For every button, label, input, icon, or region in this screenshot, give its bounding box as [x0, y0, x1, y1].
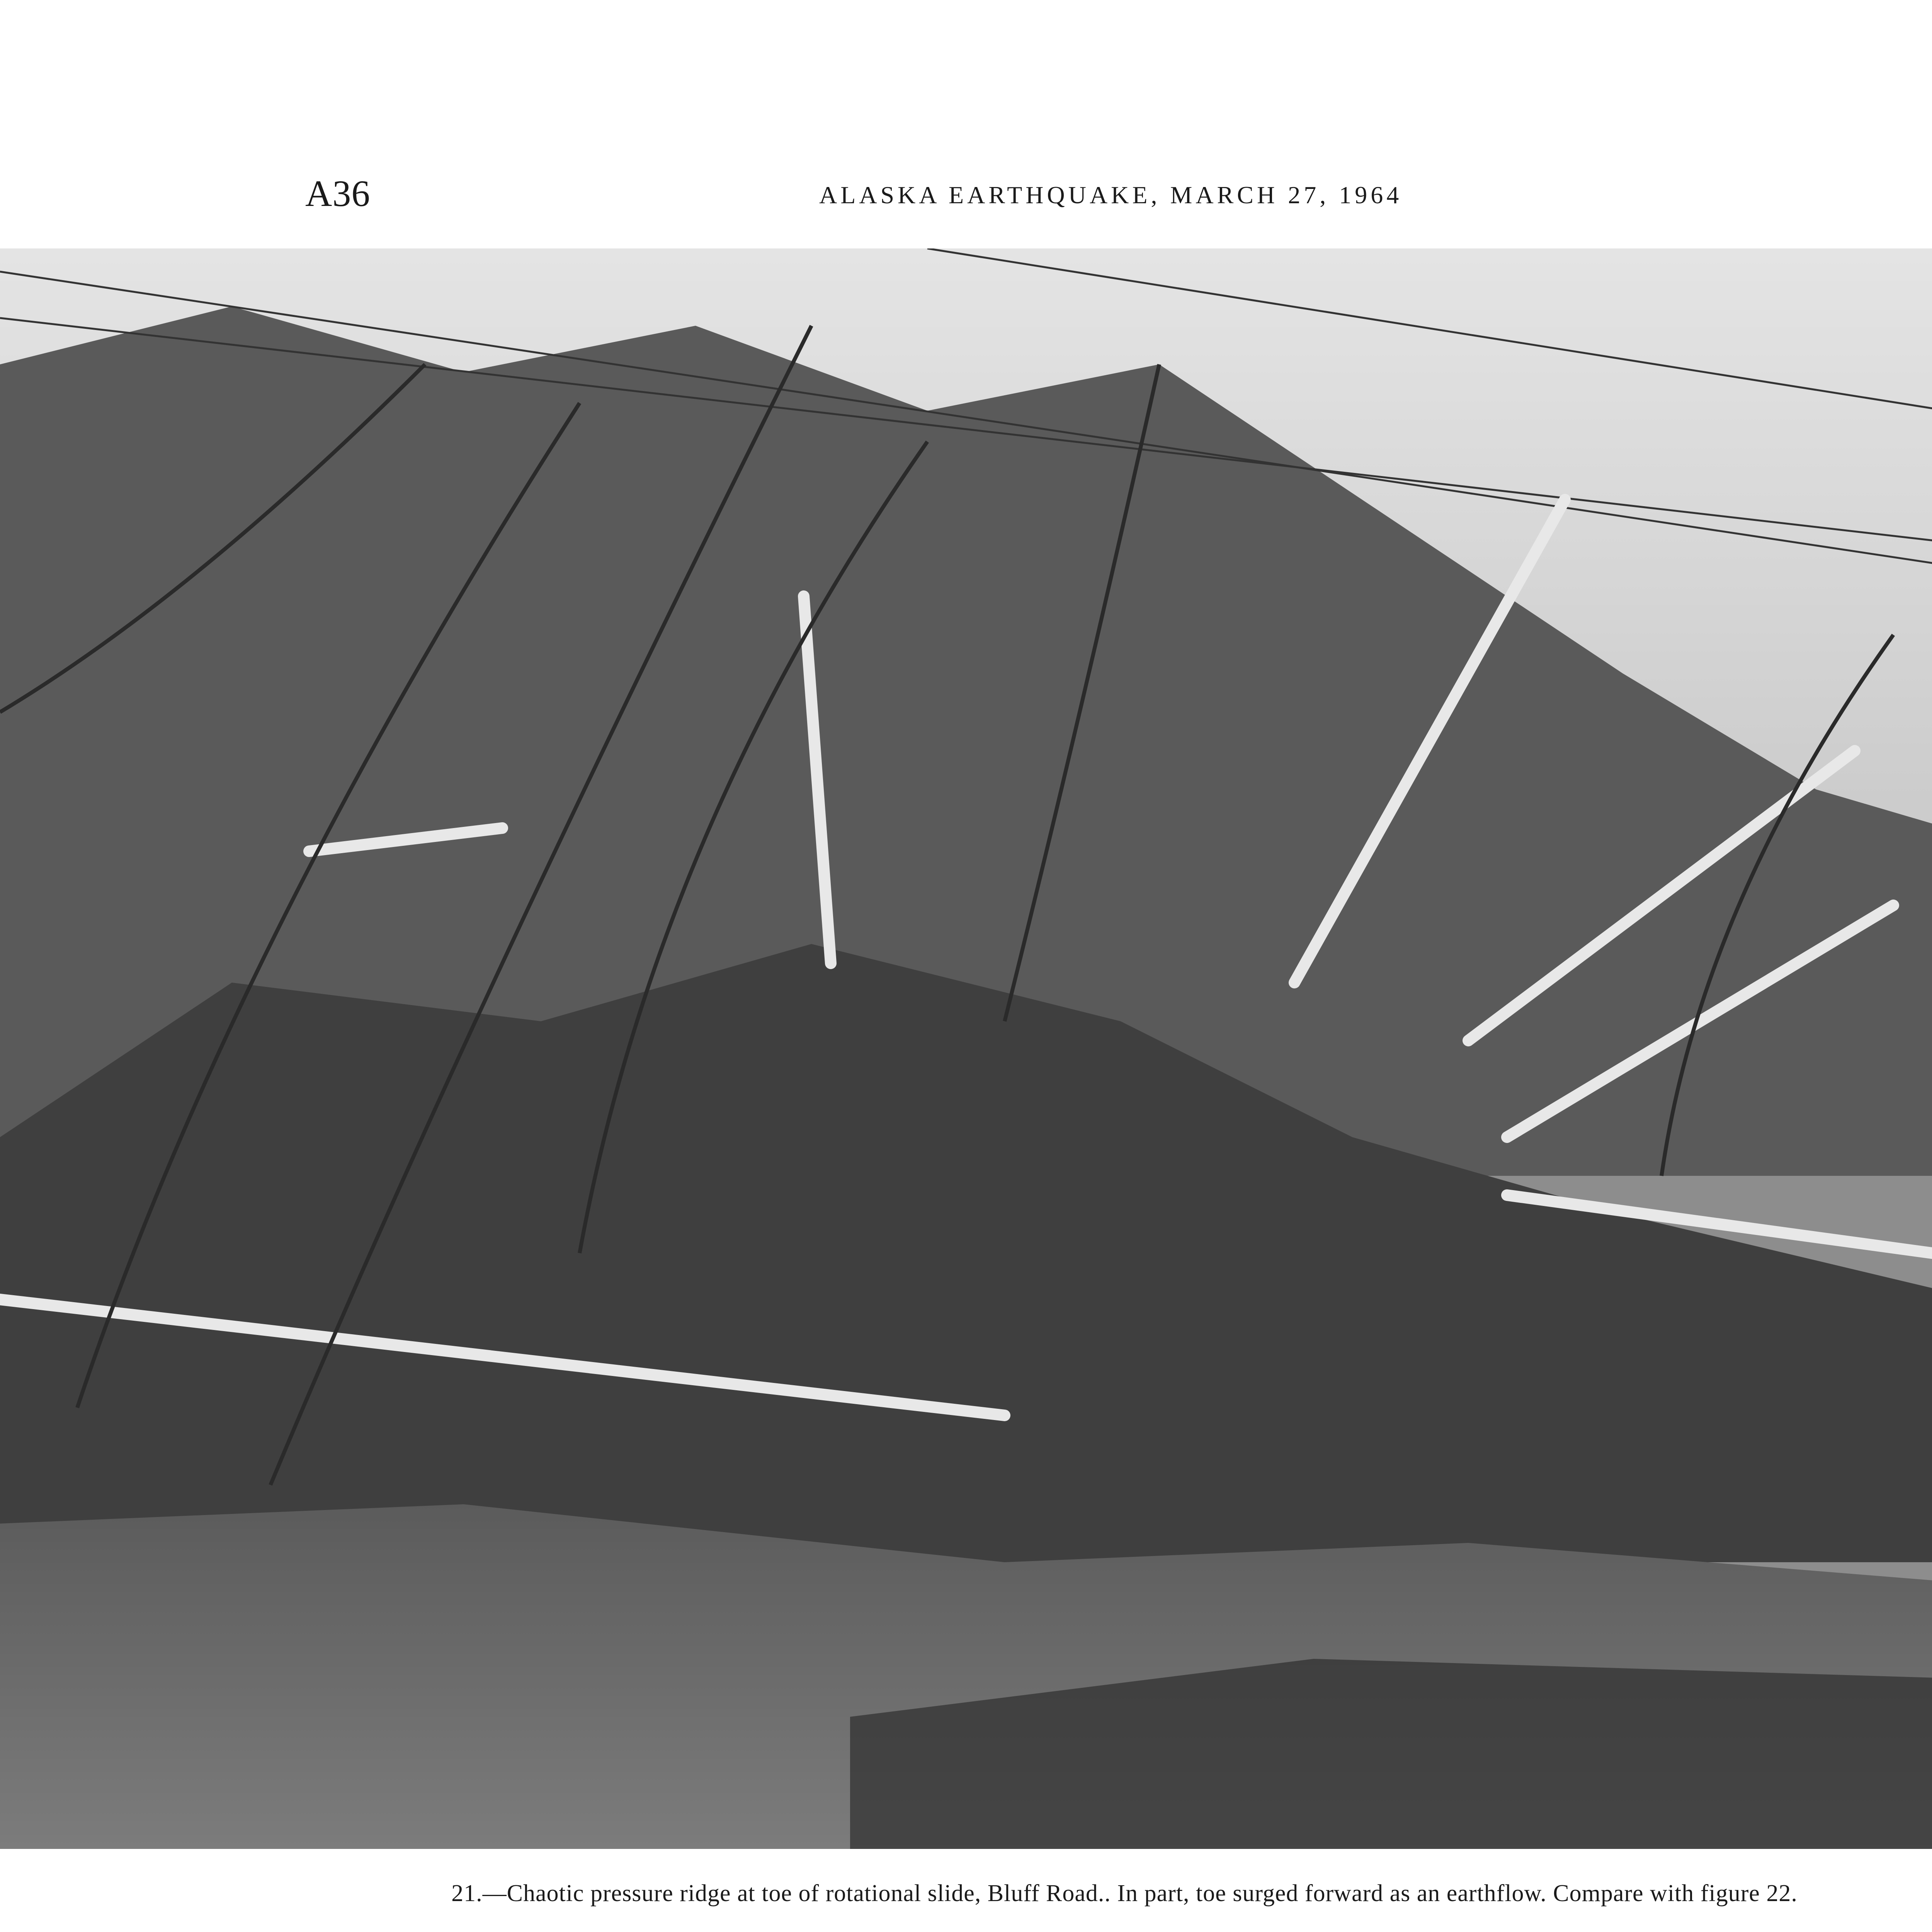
- pressure-ridge-photo: [0, 248, 1932, 1849]
- photo-illustration: [0, 248, 1932, 1849]
- figure-caption: 21.—Chaotic pressure ridge at toe of rotational slide, Bluff Road.. In part, toe surged forward as an earthflow. Compare with figure 22.: [451, 1880, 1798, 1906]
- running-title: ALASKA EARTHQUAKE, MARCH 27, 1964: [819, 181, 1403, 209]
- page-number: A36: [305, 173, 371, 214]
